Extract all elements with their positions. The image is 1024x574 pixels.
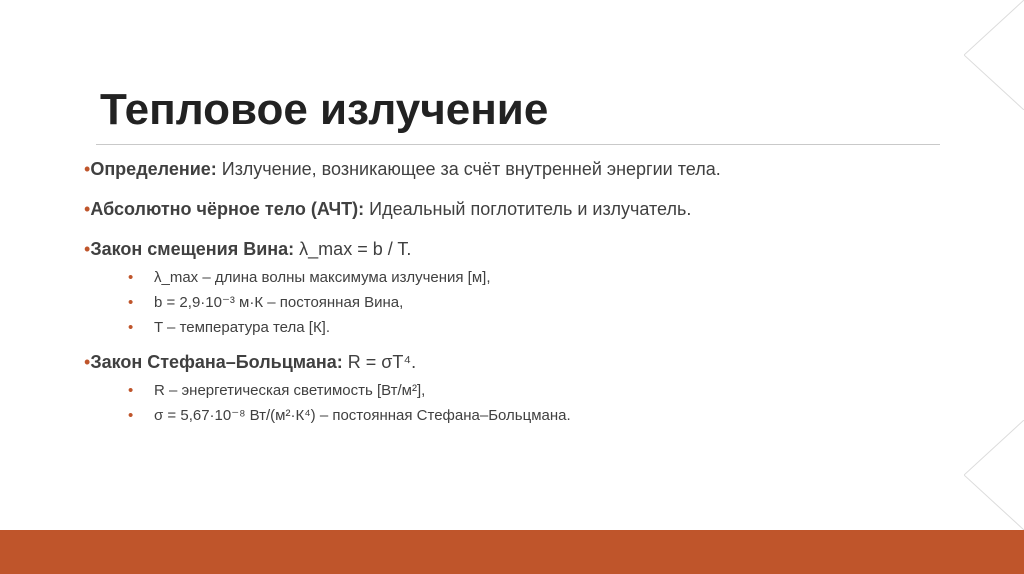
bullet-marker: • xyxy=(84,159,91,179)
bullet-label: Определение: xyxy=(90,159,217,179)
bullet-marker: • xyxy=(84,239,91,259)
bullet-formula: R = σT⁴. xyxy=(342,352,417,372)
bullet-definition xyxy=(84,156,944,182)
bullet-formula: λ_max = b / T. xyxy=(294,239,412,259)
bullet-blackbody xyxy=(84,196,944,222)
sub-bullet-marker: • xyxy=(128,294,134,311)
sub-bullet-marker: • xyxy=(128,382,134,399)
sub-bullet-text: σ = 5,67·10⁻⁸ Вт/(м²·К⁴) – постоянная Стефана–Больцмана. xyxy=(154,407,571,424)
bullet-text: Идеальный поглотитель и излучатель. xyxy=(364,199,692,219)
slide-title: Тепловое излучение xyxy=(100,85,549,134)
bullet-wien-law xyxy=(84,236,944,262)
bullet-marker: • xyxy=(84,199,91,219)
sub-bullet-text: T – температура тела [К]. xyxy=(154,319,331,336)
bullet-label: Закон смещения Вина: xyxy=(90,239,295,259)
bullet-marker: • xyxy=(84,352,91,372)
corner-decoration-top xyxy=(964,0,1024,110)
sub-bullet-text: b = 2,9·10⁻³ м·К – постоянная Вина, xyxy=(154,294,404,311)
bullet-stefan-boltzmann-law xyxy=(84,349,944,375)
sub-bullet-marker: • xyxy=(128,407,134,424)
list-item xyxy=(128,294,944,312)
bullet-label: Абсолютно чёрное тело (АЧТ): xyxy=(90,199,365,219)
bullet-label: Закон Стефана–Больцмана: xyxy=(90,352,343,372)
bottom-accent-bar xyxy=(0,530,1024,574)
list-item xyxy=(128,407,944,425)
list-item xyxy=(128,382,944,400)
corner-decoration-bottom xyxy=(964,420,1024,530)
stefan-boltzmann-sub-list xyxy=(84,382,944,425)
sub-bullet-text: R – энергетическая светимость [Вт/м²], xyxy=(154,382,426,399)
sub-bullet-marker: • xyxy=(128,319,134,336)
wien-sub-list xyxy=(84,269,944,337)
title-divider xyxy=(96,144,940,145)
sub-bullet-marker: • xyxy=(128,269,134,286)
list-item xyxy=(128,269,944,287)
slide-content xyxy=(84,152,944,425)
sub-bullet-text: λ_max – длина волны максимума излучения [м], xyxy=(154,269,491,286)
bullet-text: Излучение, возникающее за счёт внутренней энергии тела. xyxy=(216,159,721,179)
list-item xyxy=(128,319,944,337)
